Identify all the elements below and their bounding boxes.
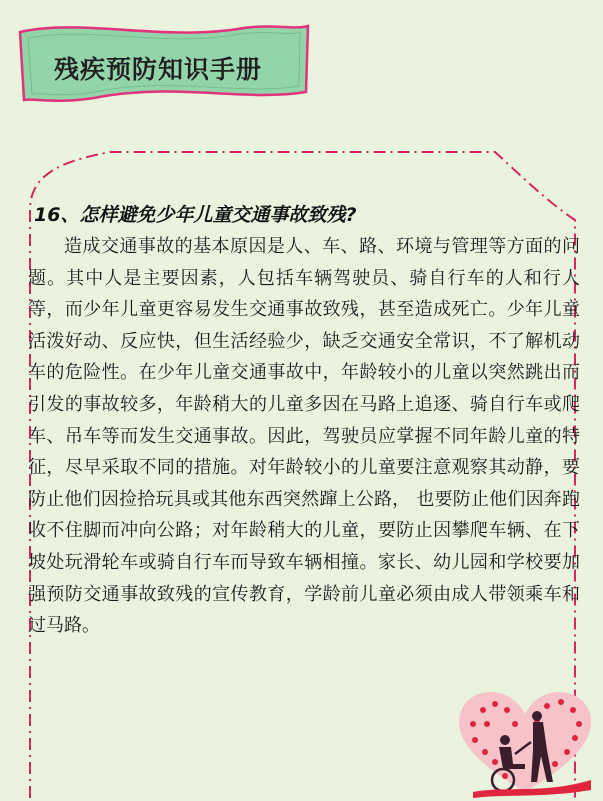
article: [28, 200, 580, 642]
answer-paragraph: 造成交通事故的基本原因是人、车、路、环境与管理等方面的问题。其中人是主要因素，人包括车辆驾驶员、骑自行车的人和行人等，而少年儿童更容易发生交通事故致残，甚至造成死亡。少年儿童活泼好动、反应快，但生活经验少，缺乏交通安全常识，不了解机动车的危险性。在少年儿童交通事故中，年龄较小的儿童以突然跳出而引发的事故较多，年龄稍大的儿童多因在马路上追逐、骑自行车或爬车、吊车等而发生交通事故。因此，驾驶员应掌握不同年龄儿童的特征，尽早采取不同的措施。对年龄较小的儿童要注意观察其动静，要防止他们因捡拾玩具或其他东西突然蹿上公路， 也要防止他们因奔跑收不住脚而冲向公路；对年龄稍大的儿童，要防止因攀爬车辆、在下坡处玩滑轮车或骑自行车而导致车辆相撞。家长、幼儿园和学校要加强预防交通事故致残的宣传教育，学龄前儿童必须由成人带领乘车和过马路。: [28, 236, 580, 637]
question-heading: 16、怎样避免少年儿童交通事故致残?: [34, 204, 357, 226]
heart-wheelchair-icon: [455, 690, 595, 798]
page-title: 残疾预防知识手册: [54, 55, 263, 84]
